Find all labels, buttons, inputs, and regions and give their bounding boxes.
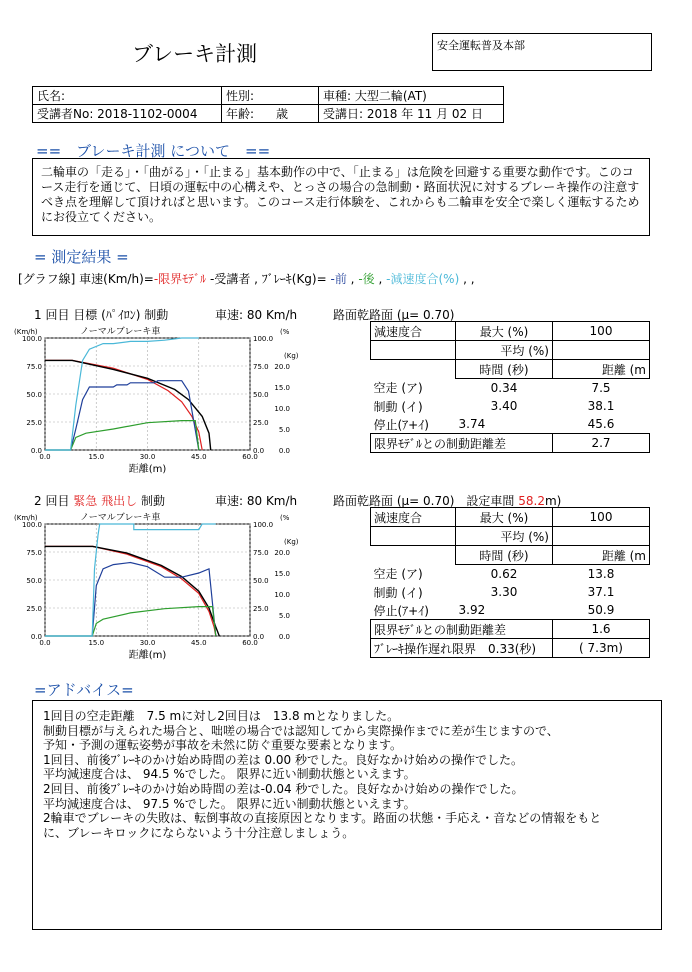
y2-tick-label: 0.0 [253, 633, 265, 641]
avg-label: 平均 (%) [456, 341, 553, 360]
time-header: 時間 (秒) [456, 360, 553, 379]
y-tick-label: 50.0 [26, 577, 42, 585]
row-label: 制動 (イ) [373, 399, 423, 414]
brake-tick-label: 5.0 [278, 612, 290, 620]
delay-label [371, 639, 553, 658]
advice-line: 予知・予測の運転姿勢が事故を未然に防ぐ重要な要素となります。 [43, 738, 403, 753]
row-distance: 45.6 [553, 415, 650, 434]
organization-box: 安全運転普及本部 [432, 33, 652, 71]
graph-legend [18, 270, 475, 287]
brake-tick-label: 20.0 [274, 549, 290, 557]
row-time: 3.74 [456, 415, 553, 434]
chart-title: ノーマルブレーキ車 [80, 327, 161, 337]
x-axis-label: 距離(m) [128, 464, 167, 475]
sex-field: 性別: [222, 87, 319, 105]
y2-tick-label: 75.0 [253, 549, 269, 557]
diff-label: 限界ﾓﾃﾞﾙとの制動距離差 [371, 620, 553, 639]
intro-text: 二輪車の「走る」・「曲がる」・「止まる」基本動作の中で、「止まる」は危険を回避する重要な動作です。このコース走行を通じて、日頃の運転中の心構えや、とっさの場合の急制動・路面状況に対するブレーキ操作の注意すべき点を理解して頂ければと思います。このコース走行体験を、これからも二輪車を安全で楽しく運転するためにお役立てください。 [32, 158, 650, 236]
advice-line: 制動目標が与えられた場合と、咄嗟の場合では認知してから実際操作までに差が生じますので、 [43, 723, 559, 738]
x-tick-label: 0.0 [39, 639, 51, 647]
row-label: 空走 (ア) [373, 567, 423, 582]
row-time: 3.30 [490, 585, 518, 599]
delay-label-text: ﾌﾞﾚｰｷ操作遅れ限界 [374, 641, 477, 656]
row-label: 空走 (ア) [373, 381, 423, 396]
time-header: 時間 (秒) [456, 546, 553, 565]
legend-rear: -後 [358, 272, 375, 286]
y-tick-label: 0.0 [30, 447, 42, 455]
x-tick-label: 60.0 [242, 639, 258, 647]
y2-axis-unit: (% [280, 328, 290, 336]
legend-mid: -受講者 , ﾌﾞﾚｰｷ(Kg)= [209, 272, 327, 286]
row-label: 停止(ｱ+ｲ) [371, 415, 456, 434]
age-unit: 歳 [276, 107, 289, 121]
brake-axis-unit: (Kg) [284, 538, 299, 546]
distance-header: 距離 (m [553, 546, 650, 565]
brake-tick-label: 20.0 [274, 363, 290, 371]
row-label: 停止(ｱ+ｲ) [371, 601, 456, 620]
test1-results-table [370, 321, 650, 453]
attendance-date: 受講日: 2018 年 11 月 02 日 [319, 105, 504, 123]
y-tick-label: 100.0 [21, 335, 42, 343]
advice-box [32, 700, 662, 930]
test2-heading-post: 制動 [140, 494, 165, 508]
test1-speed: 車速: 80 Km/h [215, 308, 298, 322]
row-time: 3.40 [490, 399, 518, 413]
decel-label: 減速度合 [371, 508, 456, 527]
row-distance: 50.9 [553, 601, 650, 620]
y-axis-unit: (Km/h) [14, 328, 38, 336]
delay-value: 0.33(秒) [488, 641, 537, 656]
max-value: 100 [553, 322, 650, 341]
intro-heading: == ブレーキ計測 について == [36, 142, 271, 160]
y2-axis-unit: (% [280, 514, 290, 522]
y2-tick-label: 0.0 [253, 447, 265, 455]
y2-tick-label: 50.0 [253, 391, 269, 399]
test1-road: 路面乾路面 (μ= 0.70) [333, 308, 455, 322]
max-value: 100 [553, 508, 650, 527]
test2-results-table [370, 507, 650, 658]
student-number: 受講者No: 2018-1102-0004 [33, 105, 222, 123]
x-tick-label: 45.0 [190, 639, 207, 647]
name-field: 氏名: [33, 87, 222, 105]
test2-speed: 車速: 80 Km/h [215, 494, 298, 508]
row-label: 制動 (イ) [373, 585, 423, 600]
y-axis-unit: (Km/h) [14, 514, 38, 522]
advice-line: に、ブレーキロックにならないよう十分注意しましょう。 [43, 825, 355, 840]
vehicle-field: 車種: 大型二輪(AT) [319, 87, 504, 105]
student-info-table [32, 86, 504, 123]
test1-chart [10, 320, 315, 480]
test2-chart [10, 506, 315, 666]
max-label: 最大 (%) [456, 508, 553, 527]
chart-title: ノーマルブレーキ車 [80, 513, 161, 523]
diff-value: 2.7 [553, 434, 650, 453]
test2-heading-emergency: 緊急 飛出し [73, 494, 138, 508]
x-tick-label: 60.0 [242, 453, 258, 461]
brake-tick-label: 15.0 [274, 384, 290, 392]
test2-setting-value: 58.2 [518, 494, 545, 508]
test2-setting-unit: m) [544, 494, 562, 508]
avg-label: 平均 (%) [456, 527, 553, 546]
y2-tick-label: 100.0 [253, 335, 274, 343]
legend-sep: , [350, 272, 355, 286]
brake-tick-label: 15.0 [274, 570, 290, 578]
brake-tick-label: 10.0 [274, 591, 290, 599]
advice-line: 2回目、前後ﾌﾞﾚｰｷのかけ始め時間の差は-0.04 秒でした。良好なかけ始めの操作でした。 [43, 781, 524, 796]
y-tick-label: 50.0 [26, 391, 42, 399]
brake-tick-label: 0.0 [278, 633, 290, 641]
advice-line: 1回目、前後ﾌﾞﾚｰｷのかけ始め時間の差は 0.00 秒でした。良好なかけ始めの操作でした。 [43, 752, 523, 767]
brake-tick-label: 0.0 [278, 447, 290, 455]
advice-heading: =アドバイス= [34, 681, 134, 699]
delay-distance: ( 7.3m) [553, 639, 650, 658]
diff-label: 限界ﾓﾃﾞﾙとの制動距離差 [371, 434, 553, 453]
row-distance: 7.5 [591, 381, 611, 395]
decel-label: 減速度合 [371, 322, 456, 341]
y-tick-label: 0.0 [30, 633, 42, 641]
age-field [222, 105, 319, 123]
x-tick-label: 15.0 [88, 639, 105, 647]
legend-tail: , , [463, 272, 475, 286]
max-label: 最大 (%) [456, 322, 553, 341]
test2-road-text: 路面乾路面 (μ= 0.70) [333, 494, 455, 508]
row-distance: 37.1 [587, 585, 615, 599]
x-tick-label: 30.0 [139, 453, 156, 461]
diff-value: 1.6 [553, 620, 650, 639]
y-tick-label: 25.0 [26, 419, 42, 427]
advice-line: 平均減速度合は、 94.5 %でした。 限界に近い制動状態といえます。 [43, 767, 416, 782]
age-label: 年齢: [226, 107, 255, 121]
legend-decel: -減速度合(%) [386, 272, 460, 286]
row-time: 3.92 [456, 601, 553, 620]
y2-tick-label: 25.0 [253, 605, 269, 613]
brake-tick-label: 5.0 [278, 426, 290, 434]
legend-sep2: , [378, 272, 383, 286]
row-distance: 38.1 [587, 399, 615, 413]
legend-limit-model: -限界ﾓﾃﾞﾙ [153, 272, 207, 286]
legend-prefix: [グラフ線] 車速(Km/h)= [18, 272, 154, 286]
y2-tick-label: 25.0 [253, 419, 269, 427]
x-tick-label: 45.0 [190, 453, 207, 461]
test1-heading: 1 回目 目標 (ﾊﾟｲﾛﾝ) 制動 [34, 308, 169, 322]
advice-line: 1回目の空走距離 7.5 mに対し2回目は 13.8 mとなりました。 [43, 709, 400, 723]
distance-header: 距離 (m [553, 360, 650, 379]
legend-front: -前 [330, 272, 347, 286]
row-time: 0.62 [490, 567, 518, 581]
advice-line: 平均減速度合は、 97.5 %でした。 限界に近い制動状態といえます。 [43, 796, 416, 811]
row-distance: 13.8 [587, 567, 615, 581]
x-tick-label: 0.0 [39, 453, 51, 461]
y-tick-label: 25.0 [26, 605, 42, 613]
brake-tick-label: 10.0 [274, 405, 290, 413]
y-tick-label: 75.0 [26, 363, 42, 371]
test2-heading-pre: 2 回目 [34, 494, 70, 508]
brake-axis-unit: (Kg) [284, 352, 299, 360]
y2-tick-label: 75.0 [253, 363, 269, 371]
y-tick-label: 100.0 [21, 521, 42, 529]
y2-tick-label: 50.0 [253, 577, 269, 585]
y2-tick-label: 100.0 [253, 521, 274, 529]
y-tick-label: 75.0 [26, 549, 42, 557]
test2-setting-label: 設定車間 [466, 494, 515, 508]
row-time: 0.34 [490, 381, 518, 395]
x-axis-label: 距離(m) [128, 650, 167, 661]
results-heading: = 測定結果 = [34, 248, 129, 266]
page-title: ブレーキ計測 [132, 42, 258, 66]
advice-line: 2輪車でブレーキの失敗は、転倒事故の直接原因となります。路面の状態・手応え・音などの情報をもと [43, 811, 602, 826]
x-tick-label: 30.0 [139, 639, 156, 647]
x-tick-label: 15.0 [88, 453, 105, 461]
